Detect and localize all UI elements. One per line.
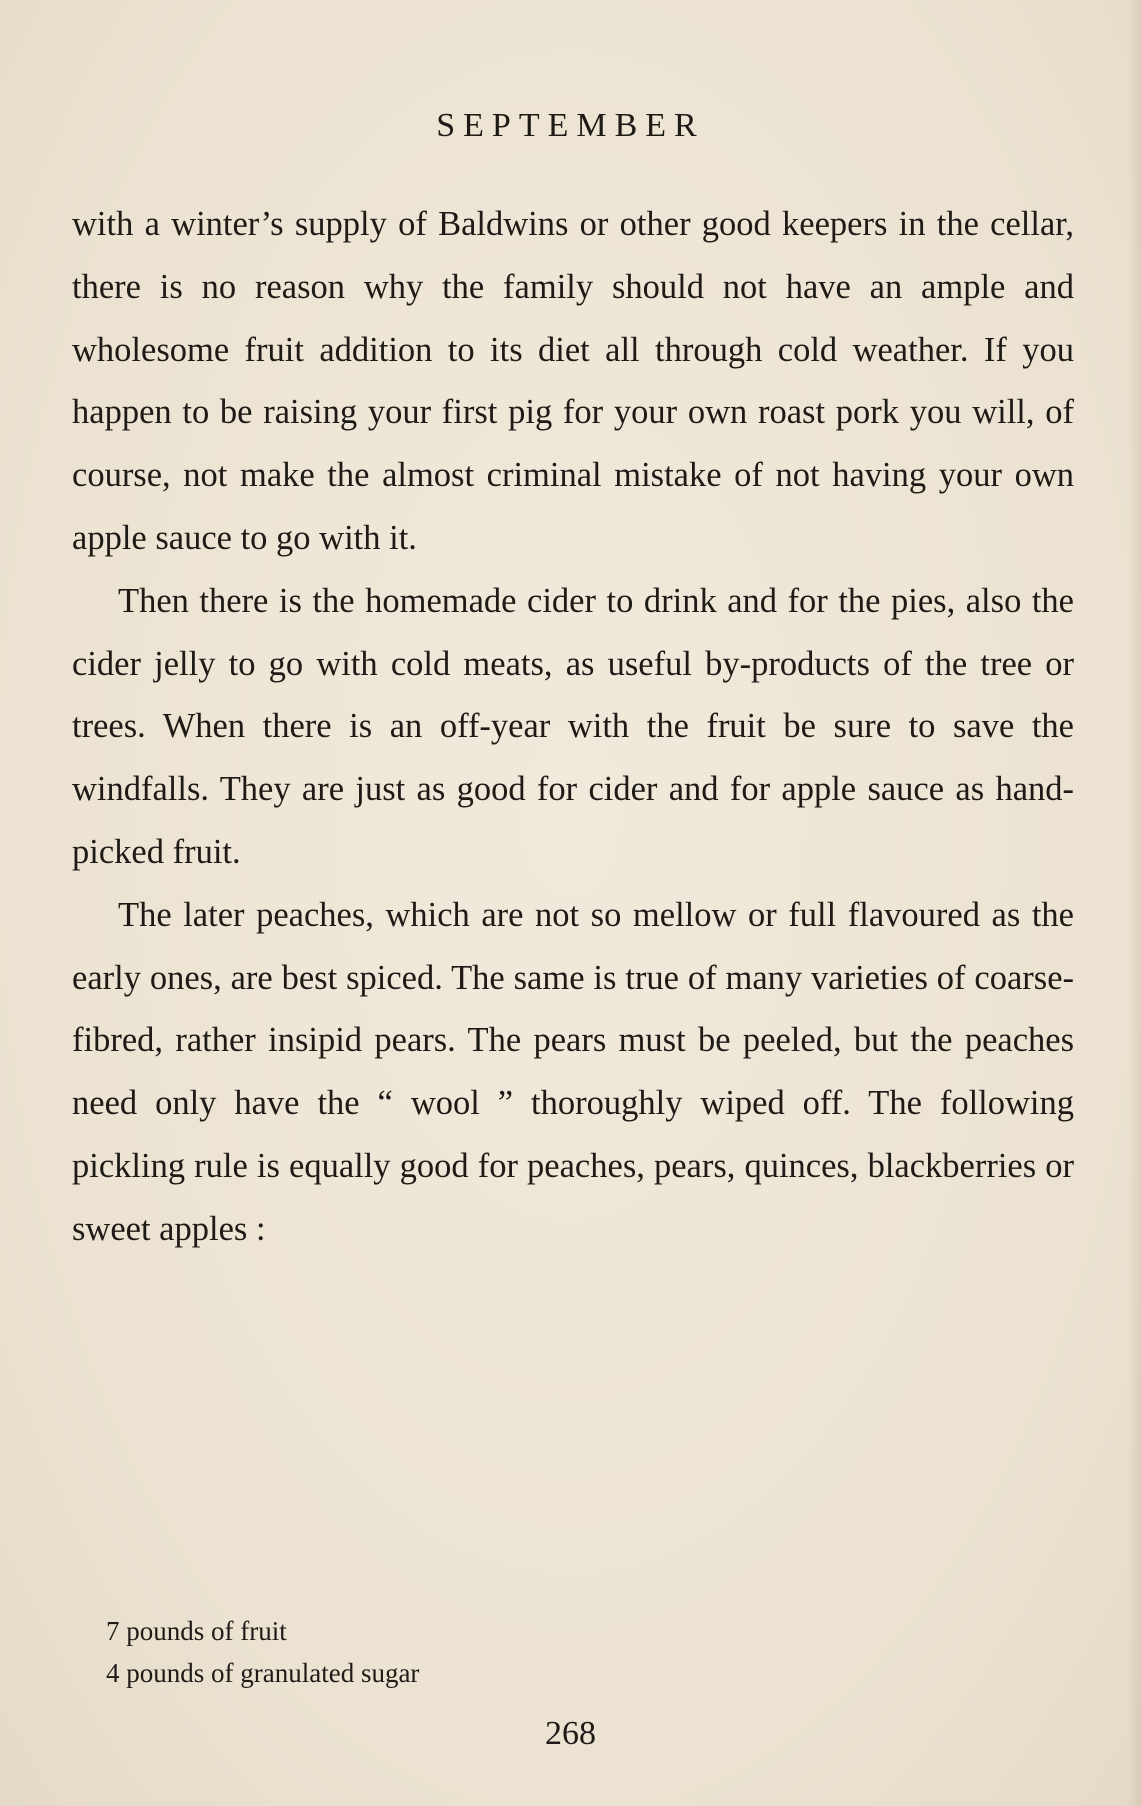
running-head: SEPTEMBER [436,107,705,144]
paragraph-cider: Then there is the homemade cider to drink and for the pies, also the cider jelly to go with cold meats, as useful by-products of the tree or trees. When there is an off-year with the fruit be sure to save the windfalls. They are just as good for cider and for apple sauce as hand-picked fruit. [72,581,1074,871]
paragraph-peaches: The later peaches, which are not so mellow or full flavoured as the early ones, are best spiced. The same is true of many varieties of coarse-fibred, rather insipid pears. The pears must be peeled, but the peaches need only have the “ wool ” thoroughly wiped off. The following pickling rule is equally good for peaches, pears, quinces, blackberries or sweet apples : [72,895,1074,1248]
page-number: 268 [545,1715,596,1752]
page-edge-shadow [1127,0,1141,1806]
recipe-list [106,1610,1006,1694]
recipe-item: 7 pounds of fruit [106,1616,287,1646]
body-text [72,193,1074,1261]
recipe-item: 4 pounds of granulated sugar [106,1658,420,1688]
paragraph-continued: with a winter’s supply of Baldwins or other good keepers in the cellar, there is no reason why the family should not have an ample and wholesome fruit addition to its diet all through cold weather. If you happen to be raising your first pig for your own roast pork you will, of course, not make the almost criminal mistake of not having your own apple sauce to go with it. [72,205,1074,557]
